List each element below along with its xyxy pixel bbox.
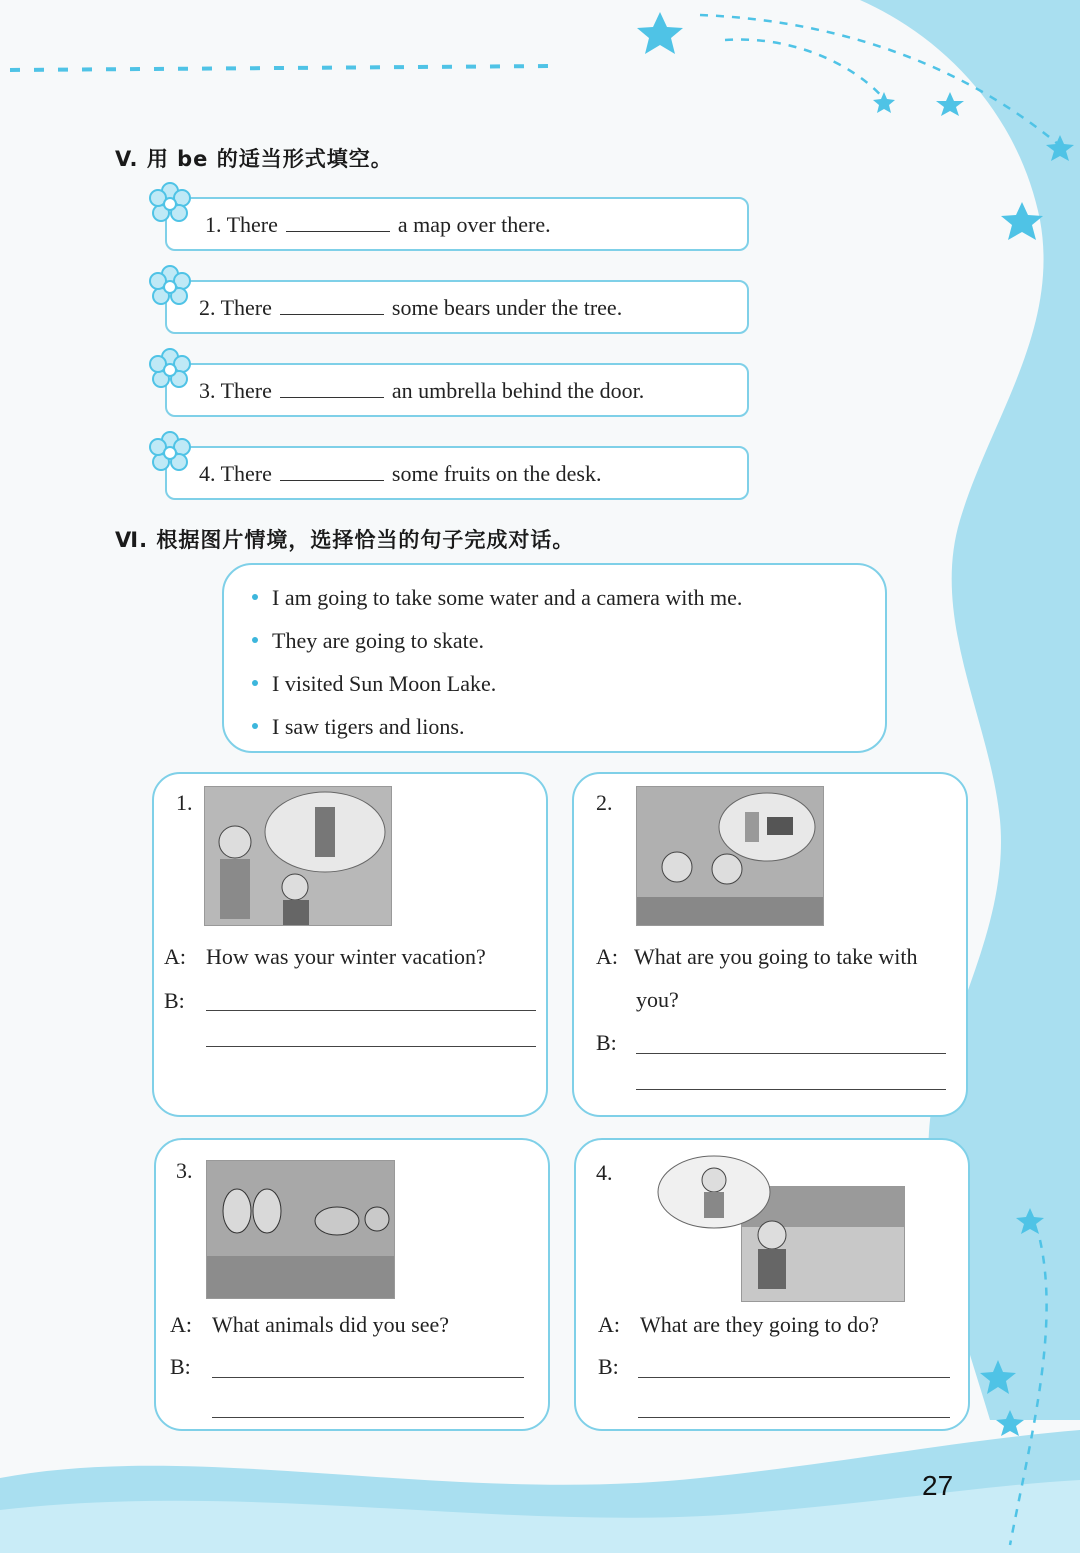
bullet-icon: [252, 594, 258, 600]
speaker-b-label: B:: [170, 1354, 191, 1379]
speaker-a-label: A:: [596, 944, 618, 969]
option-item: I saw tigers and lions.: [272, 714, 464, 740]
top-right-dash-arc-2: [725, 40, 885, 100]
flower-icon: [146, 429, 194, 477]
flower-icon: [146, 180, 194, 228]
star-icon: [873, 92, 895, 113]
star-icon: [1001, 202, 1043, 240]
question-a-text: What animals did you see?: [212, 1312, 450, 1337]
flower-icon: [146, 263, 194, 311]
dialog-card-3: [154, 1138, 550, 1431]
answer-line[interactable]: [212, 1377, 524, 1378]
sentence-options-box: [222, 563, 887, 753]
top-dash-line: [10, 66, 555, 70]
fill-blank[interactable]: [280, 296, 384, 315]
dialog-card-4: [574, 1138, 970, 1431]
question-text: 4. There some fruits on the desk.: [199, 461, 602, 486]
speaker-a-label: A:: [598, 1312, 620, 1337]
section-5-title: V. 用 be 的适当形式填空。: [115, 147, 393, 171]
question-text: 3. There an umbrella behind the door.: [199, 378, 645, 403]
picture-tigers-lions: [206, 1160, 395, 1299]
speaker-a-label: A:: [170, 1312, 192, 1337]
question-box: [165, 363, 749, 417]
question-a-text: How was your winter vacation?: [206, 944, 486, 969]
card-number: 3.: [176, 1158, 193, 1183]
bullet-icon: [252, 680, 258, 686]
card-number: 2.: [596, 790, 613, 815]
star-icon: [936, 92, 964, 116]
illustration-image: [205, 787, 392, 926]
bullet-icon: [252, 723, 258, 729]
illustration-image: [207, 1161, 395, 1299]
question-a-text: What are they going to do?: [640, 1312, 879, 1337]
fill-blank[interactable]: [280, 462, 384, 481]
answer-line[interactable]: [206, 1010, 536, 1011]
option-item: I visited Sun Moon Lake.: [272, 671, 496, 697]
speaker-b-label: B:: [164, 988, 185, 1013]
speaker-b-label: B:: [598, 1354, 619, 1379]
bullet-icon: [252, 637, 258, 643]
card-number: 1.: [176, 790, 193, 815]
flower-icon: [146, 346, 194, 394]
speaker-a-label: A:: [164, 944, 186, 969]
question-box: [165, 197, 749, 251]
fill-blank[interactable]: [286, 213, 390, 232]
answer-line[interactable]: [206, 1046, 536, 1047]
fill-blank[interactable]: [280, 379, 384, 398]
answer-line[interactable]: [638, 1417, 950, 1418]
answer-line[interactable]: [636, 1089, 946, 1090]
thought-bubble-skater: [654, 1152, 774, 1232]
star-icon: [637, 12, 683, 54]
speaker-b-label: B:: [596, 1030, 617, 1055]
answer-line[interactable]: [638, 1377, 950, 1378]
question-text: 2. There some bears under the tree.: [199, 295, 623, 320]
answer-line[interactable]: [212, 1417, 524, 1418]
question-box: [165, 446, 749, 500]
picture-children-camera: [636, 786, 824, 926]
answer-line[interactable]: [636, 1053, 946, 1054]
section-6-title: Ⅵ. 根据图片情境，选择恰当的句子完成对话。: [115, 528, 575, 552]
picture-girl-boy-vacation: [204, 786, 392, 926]
question-box: [165, 280, 749, 334]
dialog-card-2: [572, 772, 968, 1117]
question-a-text-continued: you?: [636, 987, 679, 1012]
page-number: 27: [922, 1470, 954, 1501]
option-item: I am going to take some water and a camera with me.: [272, 585, 742, 611]
question-a-text: What are you going to take with: [634, 944, 918, 969]
card-number: 4.: [596, 1160, 613, 1185]
option-item: They are going to skate.: [272, 628, 484, 654]
question-text: 1. There a map over there.: [205, 212, 551, 237]
dialog-card-1: [152, 772, 548, 1117]
illustration-image: [637, 787, 824, 926]
